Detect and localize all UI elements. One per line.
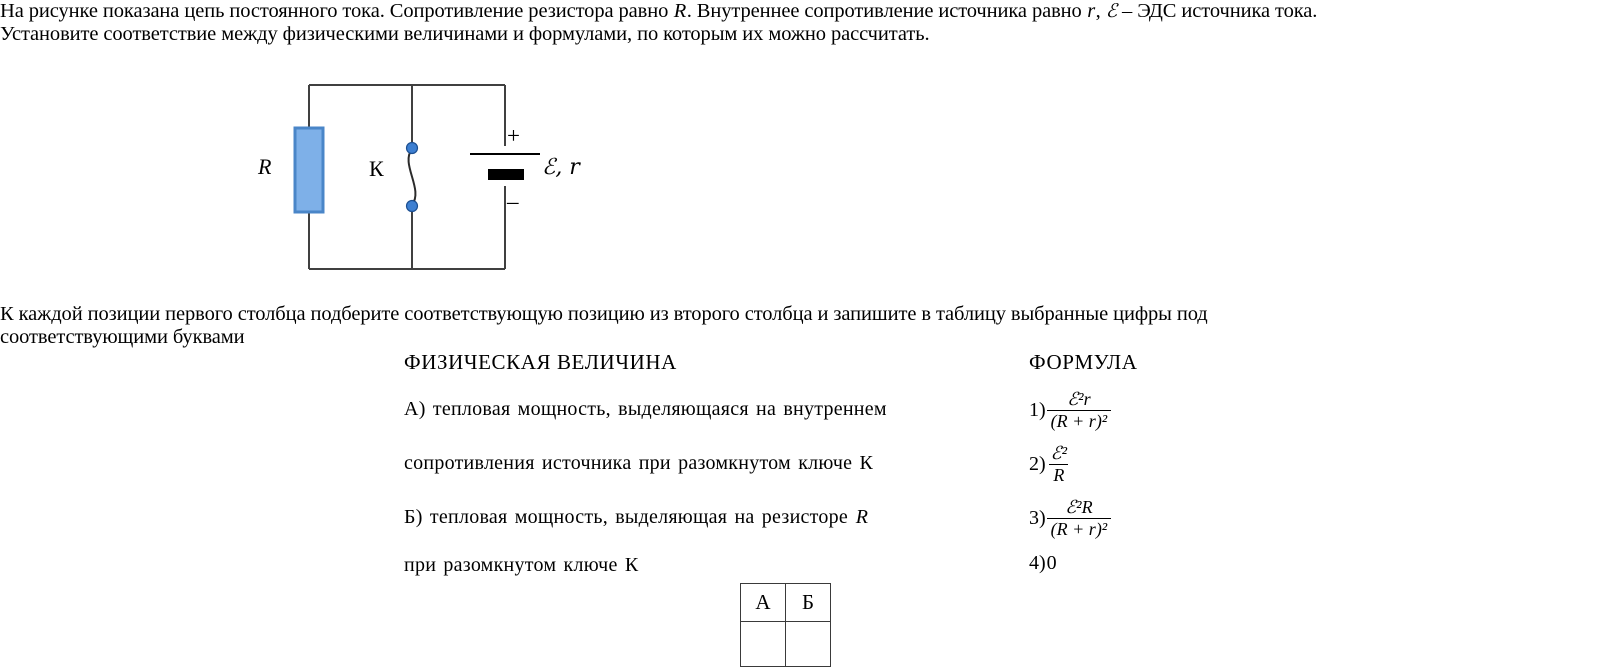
switch-blade [409,149,416,205]
answer-table [740,583,831,667]
answer-table-input-row [741,622,831,667]
intro-paragraph [0,0,1601,46]
answer-cell-b[interactable] [786,622,831,667]
formula-index-4: 4) [1029,552,1046,574]
formula-numerator-2: ℰ² [1050,443,1067,463]
circuit-diagram [248,76,608,281]
quantity-item-b-line1 [404,506,869,529]
formula-fraction-2 [1047,444,1071,486]
minus-sign-label: – [507,189,519,214]
formula-option-1 [1029,390,1111,432]
circuit-wires [309,85,505,269]
answer-cell-a[interactable] [741,622,786,667]
quantity-item-a-line1: А) тепловая мощность, выделяющаяся на внутреннем [404,398,887,420]
intro-line-1 [0,0,1601,23]
formula-option-4 [1029,552,1057,575]
quantity-item-b-line2: при разомкнутом ключе К [404,554,639,576]
source-emf-label: ℰ, r [542,155,580,180]
formula-option-2 [1029,444,1071,486]
formula-index-2: 2) [1029,453,1046,476]
formula-fraction-3 [1047,498,1112,540]
formula-fraction-1 [1047,390,1112,432]
formula-index-1: 1) [1029,399,1046,422]
emf-symbol: ℰ [1105,0,1118,22]
switch-terminal-top [407,143,418,154]
intro-text-c: , [1095,0,1106,22]
quantity-item-b-text: Б) тепловая мощность, выделяющая на резисторе [404,506,856,528]
column-header-formula: ФОРМУЛА [1029,350,1138,374]
switch-label: К [369,156,384,181]
quantity-item-b-variable: R [855,506,869,528]
intro-text-d: – ЭДС источника тока. [1117,0,1318,22]
formula-index-3: 3) [1029,507,1046,530]
formula-numerator-1: ℰ²r [1067,389,1091,409]
instruction-paragraph [0,303,1601,349]
switch-terminal-bottom [407,201,418,212]
variable-r: r [1087,0,1096,22]
instruction-line-2: соответствующими буквами [0,326,245,348]
intro-text-b: . Внутреннее сопротивление источника равно [686,0,1087,22]
instruction-line-1: К каждой позиции первого столбца подберите соответствующую позицию из второго столбца и запишите в таблицу выбранные цифры под [0,303,1208,325]
intro-line-2: Установите соответствие между физическими величинами и формулами, по которым их можно рассчитать. [0,23,930,45]
formula-numerator-3: ℰ²R [1065,497,1093,517]
formula-denominator-2: R [1049,464,1068,485]
resistor-label: R [258,154,272,179]
answer-table-header-b: Б [786,584,831,622]
intro-text-a: На рисунке показана цепь постоянного тока. Сопротивление резистора равно [0,0,674,22]
formula-value-4: 0 [1046,552,1057,574]
resistor-body [295,128,323,212]
answer-table-header-row [741,584,831,622]
plus-sign-label: + [507,123,520,148]
formula-denominator-3: (R + r)² [1047,518,1112,539]
answer-table-header-a: А [741,584,786,622]
quantity-item-a-line2: сопротивления источника при разомкнутом ключе К [404,452,874,474]
variable-R: R [673,0,687,22]
formula-denominator-1: (R + r)² [1047,410,1112,431]
formula-option-3 [1029,498,1111,540]
column-header-quantity: ФИЗИЧЕСКАЯ ВЕЛИЧИНА [404,350,677,374]
battery-negative-plate [488,169,524,180]
